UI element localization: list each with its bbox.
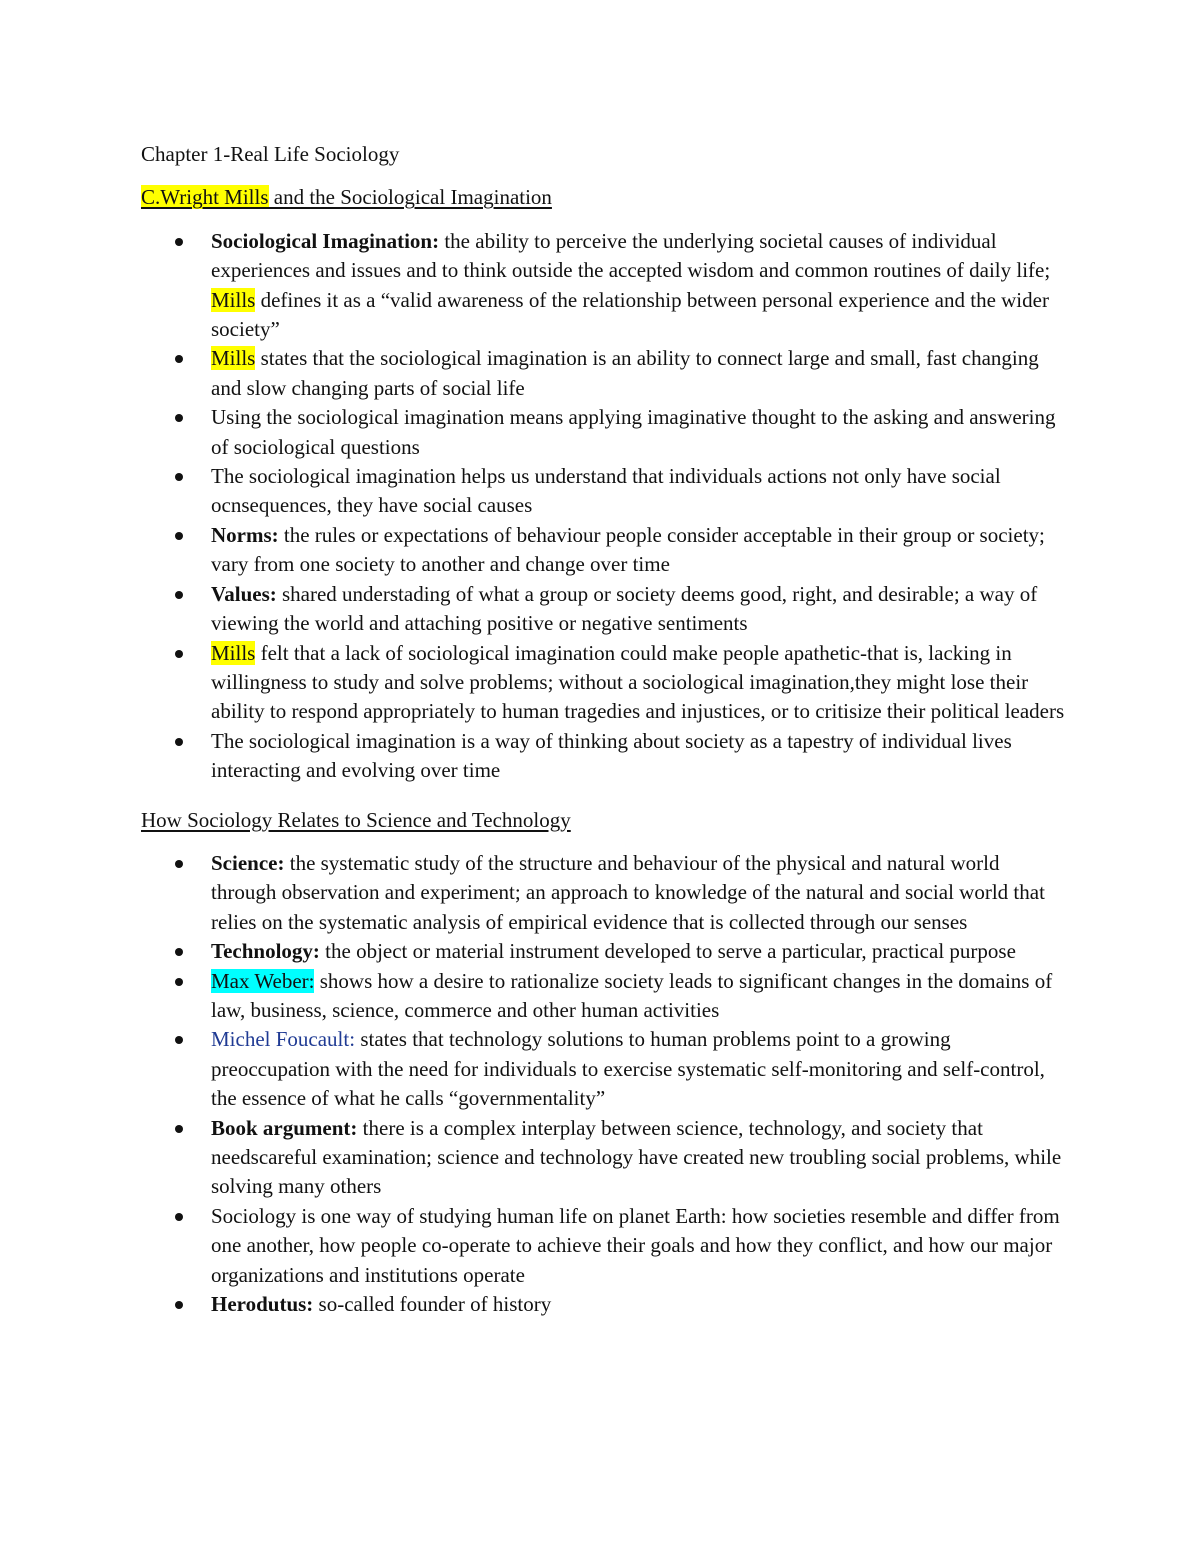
bullet-icon	[175, 473, 183, 481]
list-item	[141, 1202, 1066, 1290]
document-page	[141, 140, 1066, 1319]
list-item	[141, 462, 1066, 521]
bullet-list-science	[141, 849, 1066, 1320]
item-text: states that the sociological imagination is an ability to connect large and small, fast changing and slow changing parts of social life	[211, 346, 1039, 400]
bullet-icon	[175, 650, 183, 658]
list-item	[141, 521, 1066, 580]
section-heading-mills	[141, 183, 1066, 212]
chapter-title: Chapter 1-Real Life Sociology	[141, 142, 400, 166]
list-item	[141, 1114, 1066, 1202]
term-label: Sociological Imagination:	[211, 228, 440, 253]
bullet-icon	[175, 1301, 183, 1309]
bullet-icon	[175, 591, 183, 599]
item-text: so-called founder of history	[313, 1292, 552, 1317]
item-text: defines it as a “valid awareness of the relationship between personal experience and the wider society”	[211, 287, 1049, 342]
list-item	[141, 967, 1066, 1026]
list-item	[141, 580, 1066, 639]
item-text: Using the sociological imagination means applying imaginative thought to the asking and answering of sociological questions	[211, 405, 1056, 459]
bullet-icon	[175, 978, 183, 986]
bullet-icon	[175, 738, 183, 746]
term-label: Technology:	[211, 939, 320, 964]
highlight-mills: Mills	[211, 346, 256, 371]
bullet-icon	[175, 1125, 183, 1133]
bullet-icon	[175, 532, 183, 540]
item-text: The sociological imagination is a way of thinking about society as a tapestry of individual lives interacting and evolving over time	[211, 728, 1012, 783]
bullet-icon	[175, 414, 183, 422]
item-text: the rules or expectations of behaviour people consider acceptable in their group or society; vary from one society to another and change over time	[211, 522, 1045, 577]
item-text: there is a complex interplay between science, technology, and society that needscareful examination; science and technology have created new troubling social problems, while solving many others	[211, 1115, 1062, 1199]
bullet-icon	[175, 238, 183, 246]
list-item	[141, 344, 1066, 403]
heading-highlight-mills: C.Wright Mills	[141, 185, 269, 210]
item-text: the object or material instrument developed to serve a particular, practical purpose	[319, 939, 1016, 964]
term-label: Herodutus:	[211, 1292, 314, 1317]
term-label: Values:	[211, 581, 277, 606]
item-text: The sociological imagination helps us understand that individuals actions not only have social ocnsequences, they have social causes	[211, 464, 1001, 518]
item-text: states that technology solutions to human problems point to a growing preoccupation with the need for individuals to exercise systematic self-monitoring and self-control, the essence of what he calls “governmentality”	[211, 1027, 1045, 1111]
name-foucault: Michel Foucault:	[211, 1027, 356, 1052]
heading-text: and the Sociological Imagination	[268, 185, 552, 210]
list-item	[141, 403, 1066, 462]
list-item	[141, 937, 1066, 966]
term-label: Book argument:	[211, 1115, 358, 1140]
list-item	[141, 227, 1066, 345]
list-item	[141, 1290, 1066, 1319]
item-text: shows how a desire to rationalize society leads to significant changes in the domains of law, business, science, commerce and other human activities	[211, 968, 1053, 1022]
list-item	[141, 639, 1066, 727]
highlight-weber: Max Weber:	[211, 968, 315, 993]
section-heading-science: How Sociology Relates to Science and Technology	[141, 807, 571, 832]
list-item	[141, 1025, 1066, 1113]
term-label: Norms:	[211, 522, 279, 547]
bullet-icon	[175, 1213, 183, 1221]
bullet-icon	[175, 948, 183, 956]
bullet-list-mills	[141, 227, 1066, 786]
item-text: felt that a lack of sociological imagination could make people apathetic-that is, lacking in willingness to study and solve problems; without a sociological imagination,they might lose their ability to respond appropriately to human tragedies and injustices, or to critisize their political leaders	[211, 640, 1065, 724]
term-label: Science:	[211, 850, 285, 875]
item-text: the ability to perceive the underlying societal causes of individual experiences and issues and to think outside the accepted wisdom and common routines of daily life;	[211, 228, 1051, 283]
item-text: Sociology is one way of studying human life on planet Earth: how societies resemble and differ from one another, how people co-operate to achieve their goals and how they conflict, and how our major organizations and institutions operate	[211, 1203, 1060, 1287]
item-text: the systematic study of the structure and behaviour of the physical and natural world through observation and experiment; an approach to knowledge of the natural and social world that relies on the systematic analysis of empirical evidence that is collected through our senses	[211, 850, 1045, 934]
bullet-icon	[175, 355, 183, 363]
list-item	[141, 727, 1066, 786]
highlight-mills: Mills	[211, 640, 256, 665]
highlight-mills: Mills	[211, 287, 256, 312]
item-text: shared understading of what a group or society deems good, right, and desirable; a way of viewing the world and attaching positive or negative sentiments	[211, 581, 1038, 636]
list-item	[141, 849, 1066, 937]
bullet-icon	[175, 860, 183, 868]
bullet-icon	[175, 1036, 183, 1044]
